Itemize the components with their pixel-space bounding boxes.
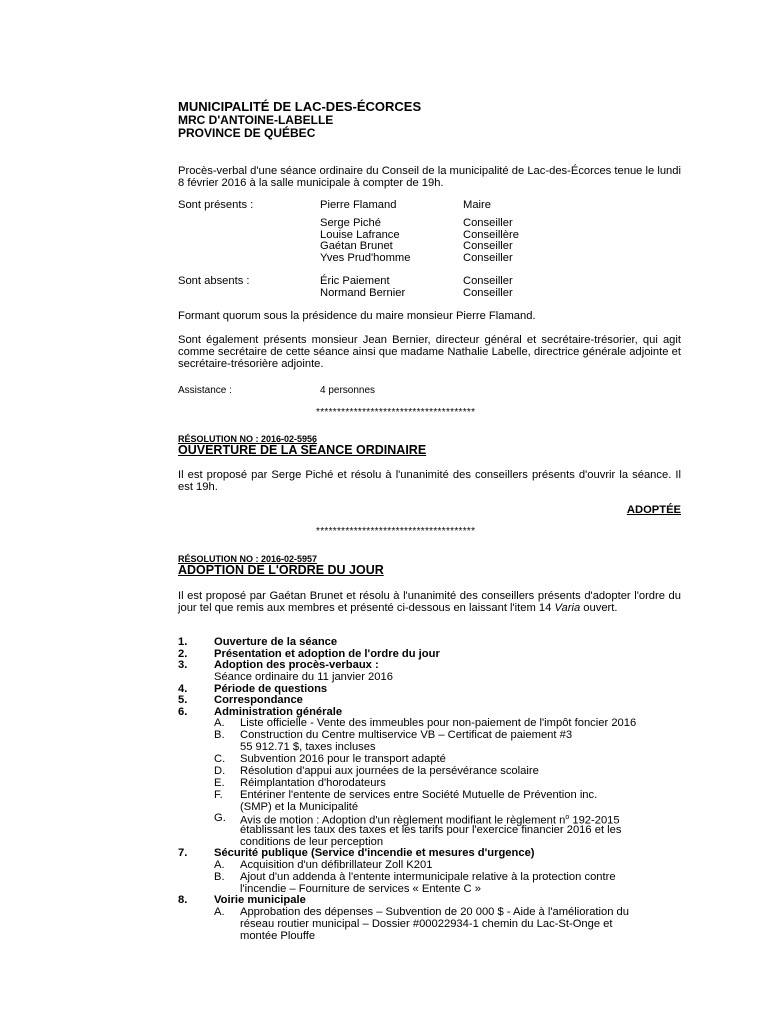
- sub-item-letter: A.: [214, 906, 225, 918]
- sub-item-text: établissant les taux des taxes et les tarifs pour l'exercice financier 2016 et les: [240, 824, 622, 836]
- absents-label: Sont absents :: [178, 275, 250, 287]
- sub-item-text: Acquisition d'un défibrillateur Zoll K201: [240, 859, 433, 871]
- agenda-item: Période de questions: [214, 683, 328, 695]
- absent-name: Éric Paiement: [320, 275, 390, 287]
- separator-stars: **************************************: [316, 526, 476, 537]
- sub-item-text: Subvention 2016 pour le transport adapté: [240, 753, 446, 765]
- attendee-role: Conseiller: [463, 252, 513, 264]
- sub-item-text: Liste officielle - Vente des immeubles pour non-paiement de l'impôt foncier 2016: [240, 717, 637, 729]
- agenda-number: 3.: [178, 659, 188, 671]
- also-present-paragraph: Sont également présents monsieur Jean Bernier, directeur général et secrétaire-trésorier, qui agit comme secrétaire de cette séance ainsi que madame Nathalie Labelle, directrice générale adjointe et secrétaire-trésorière adjointe.: [178, 334, 681, 370]
- agenda-number: 6.: [178, 706, 188, 718]
- resolution-title: ADOPTION DE L'ORDRE DU JOUR: [178, 563, 384, 577]
- sub-item-text: 55 912.71 $, taxes incluses: [240, 741, 376, 753]
- agenda-number: 7.: [178, 847, 188, 859]
- adopted-status: ADOPTÉE: [626, 504, 681, 516]
- sub-item-text: Entériner l'entente de services entre Société Mutuelle de Prévention inc.: [240, 789, 598, 801]
- agenda-item: Voirie municipale: [214, 894, 306, 906]
- mrc-title: MRC D'ANTOINE-LABELLE: [178, 113, 334, 127]
- attendee-name: Serge Piché: [320, 217, 381, 229]
- agenda-number: 8.: [178, 894, 188, 906]
- sub-item-text: conditions de leur perception: [240, 836, 384, 848]
- presents-label: Sont présents :: [178, 199, 254, 211]
- attendee-name: Yves Prud'homme: [320, 252, 411, 264]
- assistance-value: 4 personnes: [320, 385, 376, 396]
- intro-paragraph: Procès-verbal d'une séance ordinaire du Conseil de la municipalité de Lac-des-Écorces tenue le lundi 8 février 2016 à la salle municipale à compter de 19h.: [178, 165, 681, 189]
- sub-item-letter: E.: [214, 777, 225, 789]
- sub-item-text: Avis de motion : Adoption d'un règlement modifiant le règlement $n^o$ 192-2015: [240, 814, 620, 827]
- agenda-number: 1.: [178, 636, 188, 648]
- agenda-number: 4.: [178, 683, 188, 695]
- sub-item-letter: A.: [214, 859, 225, 871]
- agenda-item: Sécurité publique (Service d'incendie et mesures d'urgence): [214, 847, 535, 859]
- resolution-title: OUVERTURE DE LA SÉANCE ORDINAIRE: [178, 443, 427, 457]
- sub-item-letter: D.: [214, 765, 226, 777]
- attendee-name: Pierre Flamand: [320, 199, 397, 211]
- attendee-role: Conseiller: [463, 217, 513, 229]
- attendee-name: Gaétan Brunet: [320, 240, 393, 252]
- agenda-item: Administration générale: [214, 706, 343, 718]
- absent-role: Conseiller: [463, 287, 513, 299]
- sub-item-text: Réimplantation d'horodateurs: [240, 777, 386, 789]
- agenda-subtext: Séance ordinaire du 11 janvier 2016: [214, 671, 393, 683]
- province-title: PROVINCE DE QUÉBEC: [178, 126, 316, 140]
- sub-item-letter: B.: [214, 871, 225, 883]
- attendee-role: Conseillère: [463, 229, 519, 241]
- resolution-text: Il est proposé par Gaétan Brunet et résolu à l'unanimité des conseillers présents d'adopter l'ordre du jour tel que remis aux membres et présenté ci-dessous en laissant l'item 14 Varia ouvert.: [178, 590, 681, 614]
- sub-item-letter: B.: [214, 729, 225, 741]
- agenda-number: 5.: [178, 694, 188, 706]
- sub-item-text: Résolution d'appui aux journées de la persévérance scolaire: [240, 765, 539, 777]
- sub-item-text: (SMP) et la Municipalité: [240, 801, 359, 813]
- absent-name: Normand Bernier: [320, 287, 406, 299]
- sub-item-letter: C.: [214, 753, 226, 765]
- agenda-item: Adoption des procès-verbaux :: [214, 659, 379, 671]
- sub-item-text: montée Plouffe: [240, 930, 316, 942]
- agenda-number: 2.: [178, 648, 188, 660]
- attendee-name: Louise Lafrance: [320, 229, 400, 241]
- sub-item-text: Ajout d'un addenda à l'entente intermunicipale relative à la protection contre: [240, 871, 616, 883]
- absent-role: Conseiller: [463, 275, 513, 287]
- resolution-text: Il est proposé par Serge Piché et résolu à l'unanimité des conseillers présents d'ouvrir la séance. Il est 19h.: [178, 469, 681, 493]
- assistance-label: Assistance :: [178, 385, 232, 396]
- sub-item-letter: G.: [214, 812, 226, 824]
- sub-item-text: Construction du Centre multiservice VB – Certificat de paiement #3: [240, 729, 573, 741]
- attendee-role: Conseiller: [463, 240, 513, 252]
- resolution-number: RÉSOLUTION NO : 2016-02-5956: [178, 434, 318, 444]
- quorum-text: Formant quorum sous la présidence du maire monsieur Pierre Flamand.: [178, 310, 536, 322]
- sub-item-letter: A.: [214, 717, 225, 729]
- agenda-item: Présentation et adoption de l'ordre du jour: [214, 648, 440, 660]
- agenda-item: Correspondance: [214, 694, 303, 706]
- sub-item-text: Approbation des dépenses – Subvention de 20 000 $ - Aide à l'amélioration du: [240, 906, 630, 918]
- attendee-role: Maire: [463, 199, 491, 211]
- sub-item-letter: F.: [214, 789, 223, 801]
- separator-stars: **************************************: [316, 407, 476, 418]
- agenda-item: Ouverture de la séance: [214, 636, 338, 648]
- sub-item-text: réseau routier municipal – Dossier #00022934-1 chemin du Lac-St-Onge et: [240, 918, 613, 930]
- resolution-number: RÉSOLUTION NO : 2016-02-5957: [178, 554, 318, 564]
- municipality-title: MUNICIPALITÉ DE LAC-DES-ÉCORCES: [178, 99, 422, 114]
- sub-item-text: l'incendie – Fourniture de services « Entente C »: [240, 883, 481, 895]
